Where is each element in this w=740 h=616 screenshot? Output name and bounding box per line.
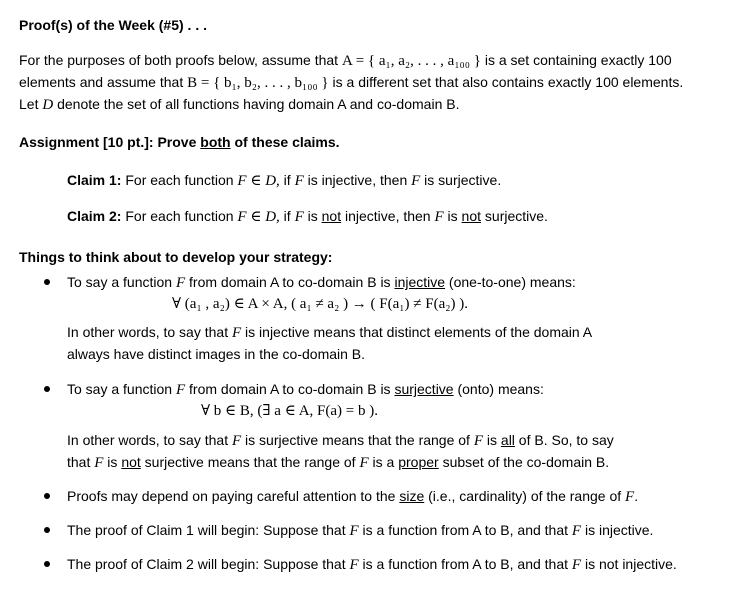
strategy-text: from domain A to co-domain B is [185, 274, 395, 290]
claim-1 [67, 171, 501, 190]
claim-text: For each function [121, 208, 238, 224]
emphasis-not: not [121, 454, 141, 470]
term-injective: injective [394, 274, 446, 290]
surjective-formula: ∀ b ∈ B, (∃ a ∈ A, F(a) = b ). [201, 403, 379, 419]
math-f-in-d: F ∈ D, [237, 173, 280, 189]
math-f: F [625, 489, 635, 505]
strategy-text: is injective means that distinct elements of the domain A [241, 324, 593, 340]
claim-text: if [279, 172, 295, 188]
strategy-text: The proof of Claim 1 will begin: Suppose that [67, 522, 350, 538]
surjective-explanation-2 [67, 453, 609, 472]
math-f: F [294, 173, 304, 189]
strategy-text: that [67, 454, 95, 470]
injective-definition [67, 273, 576, 292]
math-f: F [473, 433, 484, 449]
math-f: F [411, 173, 421, 189]
proof-1-start [67, 521, 653, 540]
math-f: F [571, 557, 582, 573]
math-f: F [434, 209, 444, 225]
math-f: F [175, 382, 186, 398]
claim-text: For each function [121, 172, 238, 188]
intro-line-3 [19, 95, 459, 114]
emphasis-not: not [321, 208, 342, 224]
math-f: F [94, 455, 104, 471]
strategy-text: is [103, 454, 122, 470]
strategy-text: (i.e., cardinality) of the range of [424, 488, 626, 504]
bullet-icon [44, 386, 50, 392]
assignment-text: of these claims. [230, 134, 340, 150]
intro-text: Let [19, 96, 43, 112]
emphasis-proper: proper [398, 454, 439, 470]
claim-text: injective, then [341, 208, 435, 224]
intro-text: For the purposes of both proofs below, assume that [19, 52, 342, 68]
emphasis-size: size [399, 488, 425, 504]
strategy-text: from domain A to co-domain B is [185, 381, 395, 397]
strategy-text: (one-to-one) means: [445, 274, 576, 290]
claim-text: is surjective. [420, 172, 502, 188]
intro-line-1 [19, 51, 672, 70]
proof-2-start [67, 555, 677, 574]
math-f-in-d: F ∈ D, [237, 209, 280, 225]
math-f: F [349, 557, 359, 573]
math-f: F [294, 209, 304, 225]
injective-formula: ∀ (a₁ , a₂) ∈ A × A, ( a₁ ≠ a₂ ) → ( F(a₁) ≠ F(a₂) ). [172, 296, 468, 312]
strategy-text: is not injective. [581, 556, 677, 572]
bullet-icon [44, 279, 50, 285]
intro-text: denote the set of all functions having domain A and co-domain B. [53, 96, 460, 112]
strategy-text: To say a function [67, 381, 176, 397]
strategy-text: is a [368, 454, 399, 470]
intro-text: elements and assume that [19, 74, 188, 90]
claim-text: if [279, 208, 295, 224]
strategy-text: of B. So, to say [514, 432, 614, 448]
claim-2 [67, 207, 548, 226]
strategy-text: is a function from A to B, and that [358, 522, 572, 538]
claim-1-label: Claim 1: [67, 172, 122, 188]
strategy-text: is a function from A to B, and that [358, 556, 572, 572]
strategy-text: . [634, 488, 639, 504]
intro-text: is a different set that also contains exactly 100 elements. [328, 74, 684, 90]
claim-text: surjective. [481, 208, 548, 224]
strategy-heading: Things to think about to develop your strategy: [19, 249, 333, 265]
size-hint [67, 487, 638, 506]
math-f: F [349, 523, 359, 539]
strategy-text: In other words, to say that [67, 324, 232, 340]
strategy-text: is injective. [581, 522, 654, 538]
bullet-icon [44, 493, 50, 499]
surjective-explanation-1 [67, 431, 614, 450]
math-d: D [42, 97, 54, 113]
strategy-text: is [483, 432, 501, 448]
assignment-label: Assignment [10 pt.]: [19, 134, 154, 150]
emphasis-all: all [500, 432, 515, 448]
math-f: F [359, 455, 369, 471]
strategy-text: (onto) means: [453, 381, 544, 397]
math-f: F [571, 523, 582, 539]
emphasis-not: not [461, 208, 482, 224]
claim-text: is [443, 208, 462, 224]
claim-text: is [303, 208, 322, 224]
strategy-text: The proof of Claim 2 will begin: Suppose that [67, 556, 350, 572]
assignment-text: Prove [153, 134, 201, 150]
strategy-text: subset of the co-domain B. [438, 454, 610, 470]
claim-2-label: Claim 2: [67, 208, 122, 224]
math-f: F [231, 325, 242, 341]
claim-text: is injective, then [303, 172, 412, 188]
intro-line-2 [19, 73, 683, 92]
strategy-text: In other words, to say that [67, 432, 232, 448]
strategy-text: To say a function [67, 274, 176, 290]
bullet-icon [44, 527, 50, 533]
assignment-heading [19, 133, 340, 151]
injective-explanation-1 [67, 323, 592, 342]
strategy-text: surjective means that the range of [140, 454, 360, 470]
set-b-definition: B = { b₁, b₂, . . . , b₁₀₀ } [187, 75, 329, 91]
emphasis-both: both [200, 134, 231, 150]
strategy-text: Proofs may depend on paying careful attention to the [67, 488, 400, 504]
page-title: Proof(s) of the Week (#5) . . . [19, 17, 207, 33]
bullet-icon [44, 561, 50, 567]
strategy-text: is surjective means that the range of [241, 432, 474, 448]
intro-text: is a set containing exactly 100 [480, 52, 672, 68]
surjective-definition [67, 380, 544, 399]
term-surjective: surjective [394, 381, 454, 397]
math-f: F [231, 433, 242, 449]
set-a-definition: A = { a₁, a₂, . . . , a₁₀₀ } [341, 53, 481, 69]
math-f: F [175, 275, 186, 291]
injective-explanation-2: always have distinct images in the co-domain B. [67, 346, 366, 362]
